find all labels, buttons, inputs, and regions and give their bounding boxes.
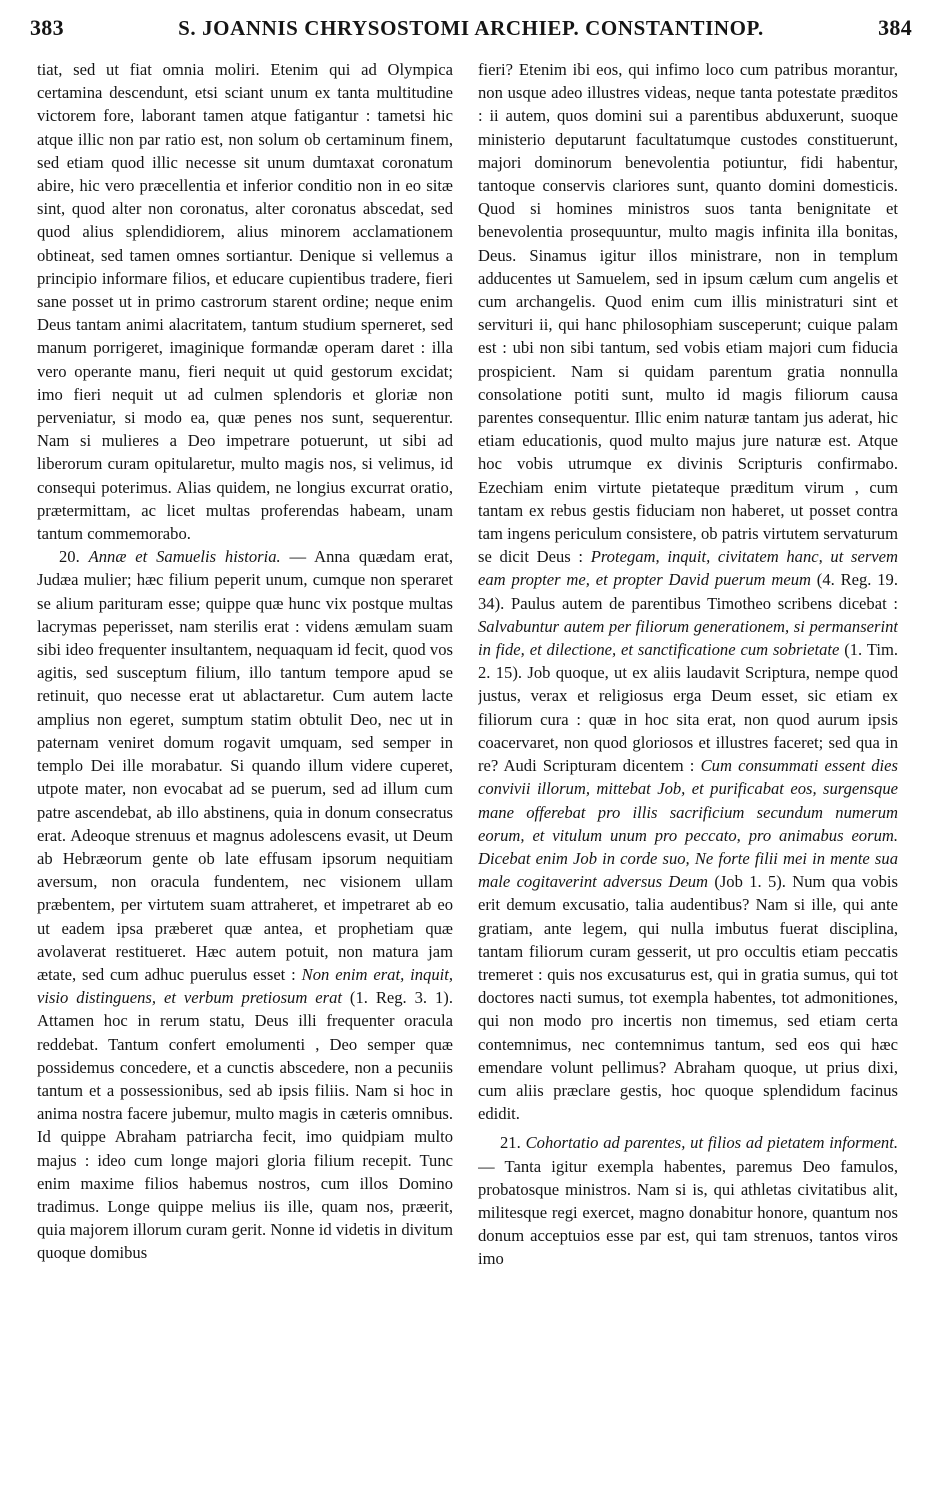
section-20 [37, 545, 453, 1264]
section-21-number: 21. [500, 1133, 521, 1153]
right-text-a: fieri? Etenim ibi eos, qui infimo loco cum patribus morantur, non usque adeo illustres videas, neque tanta potestate præditos : ii autem, quos domini sui a parentibus abduxerunt, suoque ministerio deputarunt facultatumque custodes constituerunt, majori dominorum benevolentia potiuntur, fidi habentur, tantoque conservis clariores sunt, quanto domini domesticis. Quod si homines ministros suos tanta benignitate et benevolentia prosequuntur, multo magis infinita illa bonitas, Deus. Sinamus igitur illos ministrare, non in templum adducentes ut Samuelem, sed in ipsum cælum cum angelis et cum archangelis. Quod enim cum illis ministraturi sint et servituri ii, qui hanc philosophiam susceperunt; cuique palam est : ubi non sibi tantum, sed vobis etiam majori cum fiducia prospicient. Nam si quidam parentum gratia nonnulla consolatione potiti sunt, multo id magis filiorum causa parentes consequentur. Illic enim naturæ tantam jus aderat, hic etiam educationis, quod multo majus jure naturæ est. Atque hoc vobis utrumque ex divinis Scripturis confirmabo. Ezechiam enim virtute pietateque præditum virum , cum tantam ex rebus gestis fiduciam non haberet, ut posset contra tam ingens periculum consistere, ob patris virtutem servaturum se dicit Deus : [478, 60, 898, 567]
page-number-right: 384 [878, 15, 912, 40]
section-20-text: — Anna quædam erat, Judæa mulier; hæc filium peperit unum, cumque non speraret se alium parituram esse; quippe quæ hunc vix postque multas lacrymas peperisset, nam sterilis erat : videns æmulam suam sibi ideo frequenter insultantem, nequaquam id fecit, quod vos agitis, sed susceptum filium, illo tantum tempore apud se retinuit, quo necesse erat ut ablactaretur. Cum autem lacte amplius non egeret, sumptum statim obtulit Deo, nec ut in paternam veniret domum rogavit umquam, sed semper in templo Dei ille morabatur. Si quando illum videre cuperet, utpote mater, non evocabat ad se puerum, sed ad illum cum patre ascendebat, ab illo abstinens, quia in donum consecratus erat. Adeoque strenuus et magnus adolescens evasit, ut Deum ab Hebræorum gente ob late effusam ipsorum nequitiam aversum, non oracula fundentem, nec visionem ullam præbentem, per virtutem suam attraheret, et impetraret ab eo ut eadem ipsa præberet quæ antea, et prophetiam quæ avolaverat restitueret. Hæc autem potuit, non matura jam ætate, sed cum adhuc puerulus esset : [37, 547, 453, 984]
right-text-d: Num qua vobis erit demum excusatio, talia audentibus? Nam si ille, qui ante gratiam, ante legem, qui nulla imbutus fuerat disciplina, tantam filiorum curam gesserit, ut pro occultis etiam peccatis tremeret : quis nos excusaturus est, qui in gratia sumus, qui tot doctores nacti sumus, tot exempla habentes, tot admonitiones, qui non modo pro incertis non timemus, sed etiam certa contemnimus, nec contemnimus tantum, sed eos qui hæc emendare volunt pellimus? Abraham quoque, ut prius dixi, cum aliis præclare gestis, hoc quoque splendidum facinus edidit. [478, 872, 898, 1124]
section-20-text-continued: Attamen hoc in rerum statu, Deus illi frequenter oracula reddebat. Tantum confert emolumenti , Deo semper quæ possidemus concedere, et a cunctis abscedere, non a pecuniis tantum et a possessionibus, sed ab ipsis filiis. Nam si hoc in anima nostra facere jubemur, multo magis in cæteris omnibus. Id quippe Abraham patriarcha fecit, imo quidpiam multo majus : ideo cum longe majori gloria filium recepit. Tunc enim maxime filios habemus nostros, cum illos Domino tradimus. Longe quippe melius iis ille, quam nos, præerit, quia majorem illorum curam gerit. Nonne id videtis in divitum quoque domibus [37, 1011, 453, 1263]
right-column [478, 58, 898, 1496]
section-20-heading: Annæ et Samuelis historia. [88, 547, 281, 567]
scripture-reference-2: (1. Tim. 2. 15). [478, 640, 898, 683]
scripture-quote-2: Salvabuntur autem per filiorum generationem, si permanserint in fide, et dilectione, et sanctificatione cum sobrietate [478, 616, 898, 660]
section-20-reference: (1. Reg. 3. 1). [341, 988, 453, 1008]
left-column [37, 58, 453, 1496]
scripture-reference-3: (Job 1. 5). [708, 872, 793, 892]
scripture-reference-1: (4. Reg. 19. 34). [478, 570, 898, 613]
right-paragraph-continuation [478, 58, 898, 1125]
section-21-heading: Cohortatio ad parentes, ut filios ad pietatem informent. [525, 1133, 898, 1153]
section-21 [478, 1131, 898, 1270]
section-20-number: 20. [59, 547, 80, 567]
left-paragraph-continuation: tiat, sed ut fiat omnia moliri. Etenim qui ad Olympica certamina descendunt, etsi sciant unum ex tanta multitudine victorem fore, laborant tamen atque fatigantur : tametsi hic atque illic non par ratio est, non solum ob certaminum finem, sed etiam quod illic necesse sit unum dumtaxat coronatum abire, hic vero præcellentia et inferior conditio non in eo sitæ sint, quod alter non coronatus, alter coronatus abscedat, sed quod alius splendidiorem, alius minorem acclamationem obtineat, sed tamen omnes sortiantur. Denique si vellemus a principio informare filios, et educare cupientibus tradere, fieri sane posset ut in primo castrorum starent ordine; neque enim Deus tantam animi alacritatem, tantum studium sperneret, sed manum porrigeret, imaginique formandæ operam daret : illa vero operante manu, fieri nequit ut quid gestorum excidat; imo fieri nequit ut ad culmen splendoris et gloriæ non perveniatur, si modo ea, quæ penes nos sunt, sequerentur. Nam si mulieres a Deo impetrare potuerunt, ut sibi ad liberorum curam opitularetur, multo magis nos, si velimus, id consequi poterimus. Alias quidem, ne longius excurrat oratio, prætermittam, ac licet multas proferendas habeam, unam tantum commemorabo. [37, 60, 453, 544]
section-21-text: — Tanta igitur exempla habentes, paremus Deo famulos, probatosque ministros. Nam si is, qui athletas civitatibus alit, militesque regi exercet, magno donabitur honore, quantum nos donum acceptuios esse par est, qui tam strenuos, tantos viros imo [478, 1156, 898, 1269]
right-text-b: Paulus autem de parentibus Timotheo scribens dicebat : [510, 593, 898, 613]
scripture-quote-1: Protegam, inquit, civitatem hanc, ut servem eam propter me, et propter David puerum meum [478, 547, 898, 590]
right-text-c: Job quoque, ut ex aliis laudavit Scriptura, nempe quod justus, verax et religiosus erga Deum esset, sic etiam ex filiorum cura : quæ in hoc sita erat, non quod aurum ipsis coacervaret, non quod gloriosos et illustres faceret; sed qua in re? Audi Scripturam dicentem : [478, 663, 898, 776]
section-20-quote: Non enim erat, inquit, visio distinguens, et verbum pretiosum erat [37, 964, 453, 1008]
scripture-quote-3: Cum consummati essent dies convivii illorum, mittebat Job, et purificabat eos, surgensque mane offerebat pro illis sacrificium secundum numerum eorum, et vitulum unum pro peccato, pro animabus eorum. Dicebat enim Job in corde suo, Ne forte filii mei in mente sua male cogitaverint adversus Deum [478, 756, 898, 892]
running-header [30, 10, 912, 46]
running-title: S. JOANNIS CHRYSOSTOMI ARCHIEP. CONSTANTINOP. [178, 15, 764, 40]
page-number-left: 383 [30, 15, 64, 40]
